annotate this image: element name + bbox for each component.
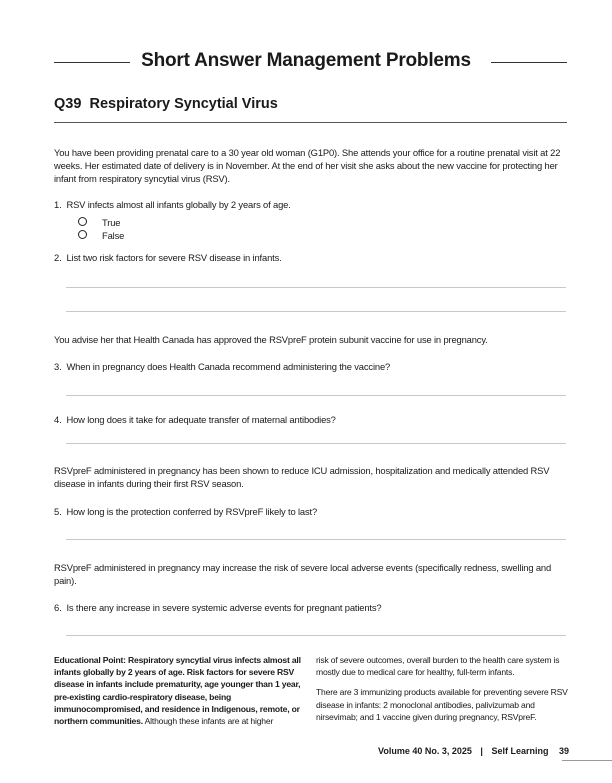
question-1-text: RSV infects almost all infants globally by 2 years of age. [66,199,291,210]
page-footer [378,746,569,756]
question-4-number: 4. [54,414,62,425]
question-3-number: 3. [54,361,62,372]
footer-rule [562,760,612,761]
footer-issue: Volume 40 No. 3, 2025 [378,746,472,756]
answer-line-q5[interactable] [66,539,566,540]
footer-separator: | [480,746,483,756]
educational-point-col2 [316,654,568,723]
answer-line-q2-a[interactable] [66,287,566,288]
question-4 [54,413,336,426]
context-paragraph-1: You advise her that Health Canada has approved the RSVpreF protein subunit vaccine for use in pregnancy. [54,334,488,345]
radio-true[interactable] [78,217,87,226]
intro-paragraph: You have been providing prenatal care to a 30 year old woman (G1P0). She attends your office for a routine prenatal visit at 22 weeks. Her estimated date of delivery is in November. At the end of her visit she asks about the new vaccine for protecting her infant from respiratory syncytial virus (RSV). [54,147,561,184]
question-5-text: How long is the protection conferred by RSVpreF likely to last? [66,506,318,517]
question-4-text: How long does it take for adequate transfer of maternal antibodies? [66,414,336,425]
page-title: Short Answer Management Problems [141,50,471,71]
question-6-number: 6. [54,602,62,613]
footer-page-number: 39 [558,746,569,756]
header-rule-right [491,62,567,63]
question-5-number: 5. [54,506,62,517]
question-5 [54,505,317,518]
context-paragraph-3: RSVpreF administered in pregnancy may increase the risk of severe local adverse events (specifically redness, swelling and pain). [54,562,552,586]
question-2-number: 2. [54,252,62,263]
question-1 [54,198,291,211]
heading-underline [54,122,567,123]
question-topic: Respiratory Syncytial Virus [89,96,278,112]
question-2-text: List two risk factors for severe RSV disease in infants. [66,252,282,263]
question-3-text: When in pregnancy does Health Canada recommend administering the vaccine? [66,361,391,372]
radio-false[interactable] [78,230,87,239]
answer-line-q4[interactable] [66,443,566,444]
question-1-number: 1. [54,199,62,210]
educational-point-bold: Educational Point: Respiratory syncytial virus infects almost all infants globally by 2 years of age. Risk factors for severe RSV disease in infants include prematurity, age younger than 1 year, pre-existing cardio-respiratory disease, being immunocompromised, and residence in Indigenous, remote, or northern communities. [54,655,301,727]
educational-point-p1: risk of severe outcomes, overall burden to the health care system is mostly due to medical care for healthy, full-term infants. [316,655,560,678]
footer-publication: Self Learning [491,746,549,756]
answer-line-q6[interactable] [66,635,566,636]
context-paragraph-2: RSVpreF administered in pregnancy has been shown to reduce ICU admission, hospitalization and medically attended RSV disease in infants during their first RSV season. [54,465,550,489]
option-false-label: False [102,230,125,241]
option-true-label: True [102,217,121,228]
question-number: Q39 [54,96,82,112]
educational-point-continue: Although these infants are at higher [142,716,274,727]
question-6-text: Is there any increase in severe systemic adverse events for pregnant patients? [66,602,382,613]
question-6 [54,601,382,614]
answer-line-q3[interactable] [66,395,566,396]
question-2 [54,251,282,264]
question-3 [54,360,390,373]
educational-point-p2: There are 3 immunizing products available for preventing severe RSV disease in infants: 2 monoclonal antibodies, palivizumab and nirsevimab; and 1 vaccine given during pregnancy, RSVpreF. [316,687,568,722]
question-heading [54,96,278,112]
answer-line-q2-b[interactable] [66,311,566,312]
educational-point-col1 [54,654,304,727]
